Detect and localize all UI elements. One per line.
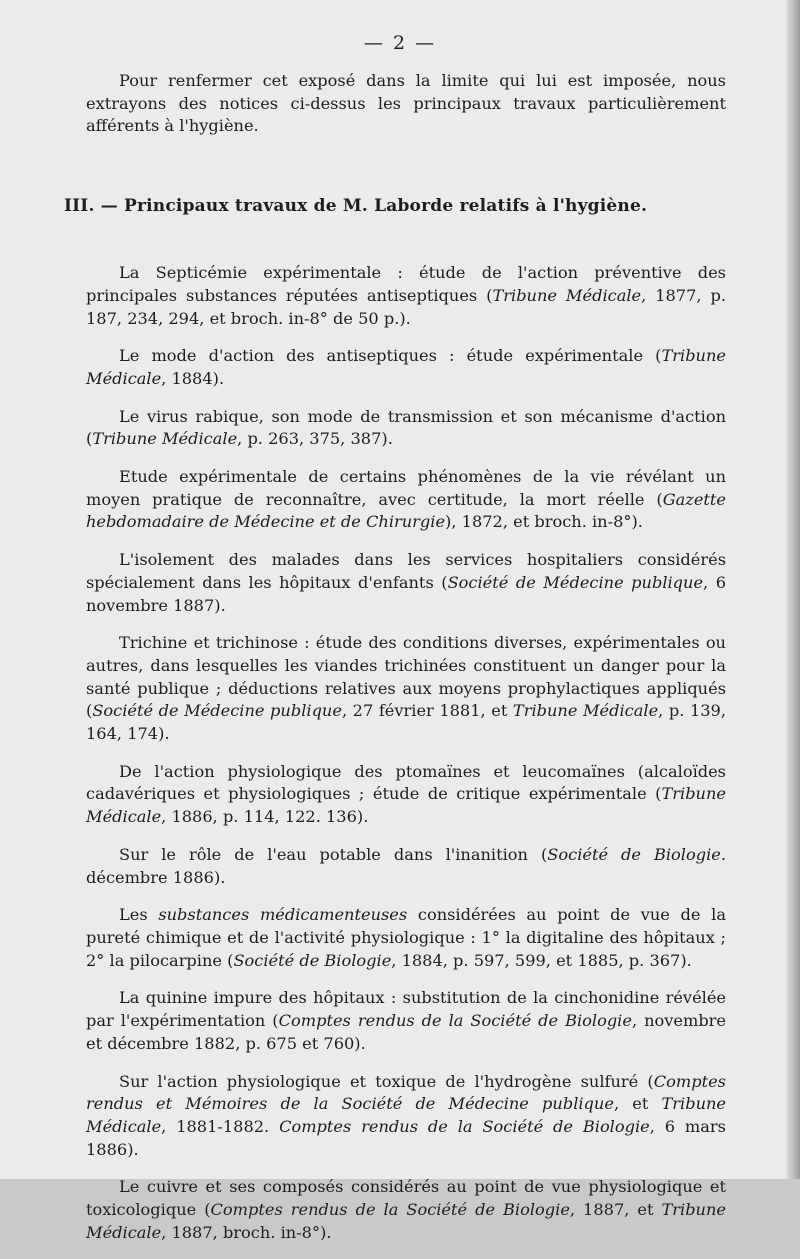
bibliography-entry xyxy=(86,345,726,390)
entry-text: , p. 263, 375, 387). xyxy=(237,429,393,449)
entry-text: , et xyxy=(613,1094,662,1114)
entry-source-title: Comptes rendus de la Société de Biologie xyxy=(279,1116,650,1136)
bibliography-entry xyxy=(86,904,726,972)
entry-text: , 1887, broch. in-8°). xyxy=(161,1222,332,1242)
page-edge-shadow xyxy=(786,0,800,1179)
entry-source-title: Comptes rendus de la Société de Biologie xyxy=(278,1011,632,1031)
section-heading: III. — Principaux travaux de M. Laborde relatifs à l'hygiène. xyxy=(64,196,648,217)
entry-source-title: Société de Biologie xyxy=(233,950,392,970)
bibliography-entry xyxy=(86,1176,726,1244)
intro-paragraph: Pour renfermer cet exposé dans la limite qui lui est imposée, nous extrayons des notices ci-dessus les principaux travaux particulièrement afférents à l'hygiène. xyxy=(86,71,726,136)
bibliography-entry xyxy=(86,761,726,829)
entry-source-title: substances médicamenteuses xyxy=(158,905,408,925)
page-number: — 2 — xyxy=(363,32,437,54)
entry-text: , 6 mars 1886). xyxy=(86,1116,726,1159)
bibliography-entry xyxy=(86,466,726,534)
entry-source-title: Tribune Médicale xyxy=(86,1094,727,1136)
entry-text: , 1887, et xyxy=(569,1200,662,1220)
bibliography-entry xyxy=(86,262,726,330)
entry-text: , p. 139, 164, 174). xyxy=(86,701,726,744)
entry-text: , 1877, p. 187, 234, 294, et broch. in-8° de 50 p.). xyxy=(86,285,726,328)
entry-source-title: Gazette hebdomadaire de Médecine et de Chirurgie xyxy=(86,489,726,532)
entry-text: , 1884, p. 597, 599, et 1885, p. 367). xyxy=(391,950,692,970)
entry-text: considérées au point de vue de la pureté chimique et de l'activité physiologique : 1° la digitaline des hôpitaux ; 2° la pilocarpine ( xyxy=(86,905,726,970)
entry-source-title: Comptes rendus de la Société de Biologie xyxy=(210,1200,570,1220)
entry-text: ), 1872, et broch. in-8°). xyxy=(445,512,643,532)
page-content xyxy=(64,70,727,1259)
entry-text: Sur l'action physiologique et toxique de l'hydrogène sulfuré ( xyxy=(119,1071,654,1091)
entry-source-title: Tribune Médicale xyxy=(92,429,238,449)
entry-text: Etude expérimentale de certains phénomènes de la vie révélant un moyen pratique de reconnaître, avec certitude, la mort réelle ( xyxy=(86,467,726,509)
entry-source-title: Comptes rendus et Mémoires de la Société de Médecine publique xyxy=(86,1071,726,1114)
entry-source-title: Société de Médecine publique xyxy=(447,572,704,592)
entry-text: La quinine impure des hôpitaux : substitution de la cinchonidine révélée par l'expérimentation ( xyxy=(86,988,726,1031)
bibliography-entry xyxy=(86,1071,726,1162)
entry-source-title: Société de Médecine publique xyxy=(92,701,342,721)
entry-text: Les xyxy=(119,905,159,925)
entry-text: , 27 février 1881, et xyxy=(341,701,513,721)
entry-text: Le cuivre et ses composés considérés au point de vue physiologique et toxicologique ( xyxy=(86,1177,726,1220)
entry-text: Sur le rôle de l'eau potable dans l'inanition ( xyxy=(119,844,548,864)
entry-source-title: Tribune Médicale xyxy=(512,701,659,721)
entry-text: , 6 novembre 1887). xyxy=(86,572,727,615)
entries-list xyxy=(86,262,726,1244)
entry-text: De l'action physiologique des ptomaïnes et leucomaïnes (alcaloïdes cadavériques et physiologiques ; étude de critique expérimentale ( xyxy=(86,761,726,804)
entry-text: , 1881-1882. xyxy=(161,1116,280,1136)
entry-text: L'isolement des malades dans les services hospitaliers considérés spécialement dans les hôpitaux d'enfants ( xyxy=(86,550,726,592)
entry-text: La Septicémie expérimentale : étude de l'action préventive des principales substances réputées antiseptiques ( xyxy=(86,263,726,305)
bibliography-entry xyxy=(86,987,726,1055)
entry-source-title: Tribune Médicale xyxy=(492,285,642,305)
entry-text: , novembre et décembre 1882, p. 675 et 760). xyxy=(86,1011,726,1053)
entry-source-title: Tribune Médicale xyxy=(86,346,726,388)
bibliography-entry xyxy=(86,632,726,746)
bibliography-entry xyxy=(86,549,726,617)
entry-source-title: Tribune Médicale xyxy=(86,784,726,827)
entry-text: . décembre 1886). xyxy=(86,844,727,887)
bibliography-entry xyxy=(86,844,726,889)
entry-text: Le mode d'action des antiseptiques : étude expérimentale ( xyxy=(119,346,662,366)
entry-text: Le virus rabique, son mode de transmission et son mécanisme d'action ( xyxy=(86,406,726,449)
entry-source-title: Tribune Médicale xyxy=(86,1200,726,1242)
entry-text: , 1884). xyxy=(161,368,225,388)
entry-text: , 1886, p. 114, 122. 136). xyxy=(161,807,369,827)
bibliography-entry xyxy=(86,406,726,451)
entry-source-title: Société de Biologie xyxy=(547,844,721,864)
entry-text: Trichine et trichinose : étude des conditions diverses, expérimentales ou autres, dans lesquelles les viandes trichinées constituent un danger pour la santé publique ; déductions relatives aux moyens prophylactiques appliqués ( xyxy=(86,633,726,721)
